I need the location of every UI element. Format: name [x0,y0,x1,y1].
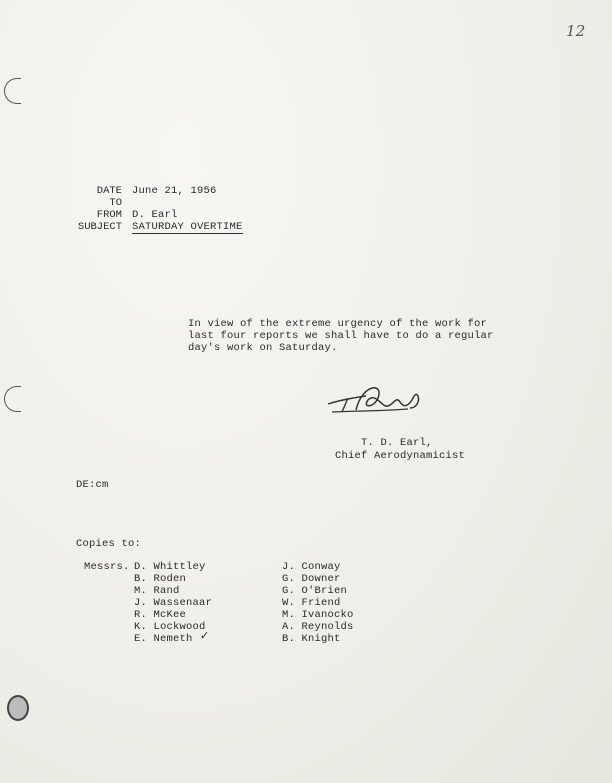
body-line-2: last four reports we shall have to do a regular [188,330,494,342]
binder-hole-bottom [7,695,29,721]
copies-prefix: Messrs. [84,561,130,573]
list-item: M. Ivanocko [282,609,354,621]
body-line-3: day's work on Saturday. [188,342,338,354]
list-item: J. Wassenaar [134,597,213,609]
list-item: G. O'Brien [282,585,348,597]
list-item: G. Downer [282,573,341,585]
list-item: M. Rand [134,585,180,597]
date-value: June 21, 1956 [132,185,217,197]
binder-hole-top [4,78,21,104]
copies-heading: Copies to: [76,538,142,550]
list-item: E. Nemeth [134,633,193,645]
subject-label: SUBJECT [77,221,122,233]
page-number: 12 [566,22,586,40]
signature [322,378,432,424]
date-label: DATE [96,185,122,197]
list-item: B. Roden [134,573,187,585]
signer-title: Chief Aerodynamicist [335,450,466,462]
list-item: W. Friend [282,597,341,609]
reference-initials: DE:cm [76,479,109,491]
from-label: FROM [96,209,122,221]
list-item: B. Knight [282,633,341,645]
list-item: R. McKee [134,609,187,621]
list-item: J. Conway [282,561,341,573]
list-item: K. Lockwood [134,621,206,633]
signer-name: T. D. Earl, [361,437,433,449]
list-item: A. Reynolds [282,621,354,633]
check-mark-icon: ✓ [200,629,210,642]
list-item: D. Whittley [134,561,206,573]
subject-value: SATURDAY OVERTIME [132,221,243,233]
body-line-1: In view of the extreme urgency of the work for [188,318,488,330]
from-value: D. Earl [132,209,178,221]
to-label: TO [109,197,122,209]
binder-hole-middle [4,386,21,412]
signature-image [322,378,432,424]
